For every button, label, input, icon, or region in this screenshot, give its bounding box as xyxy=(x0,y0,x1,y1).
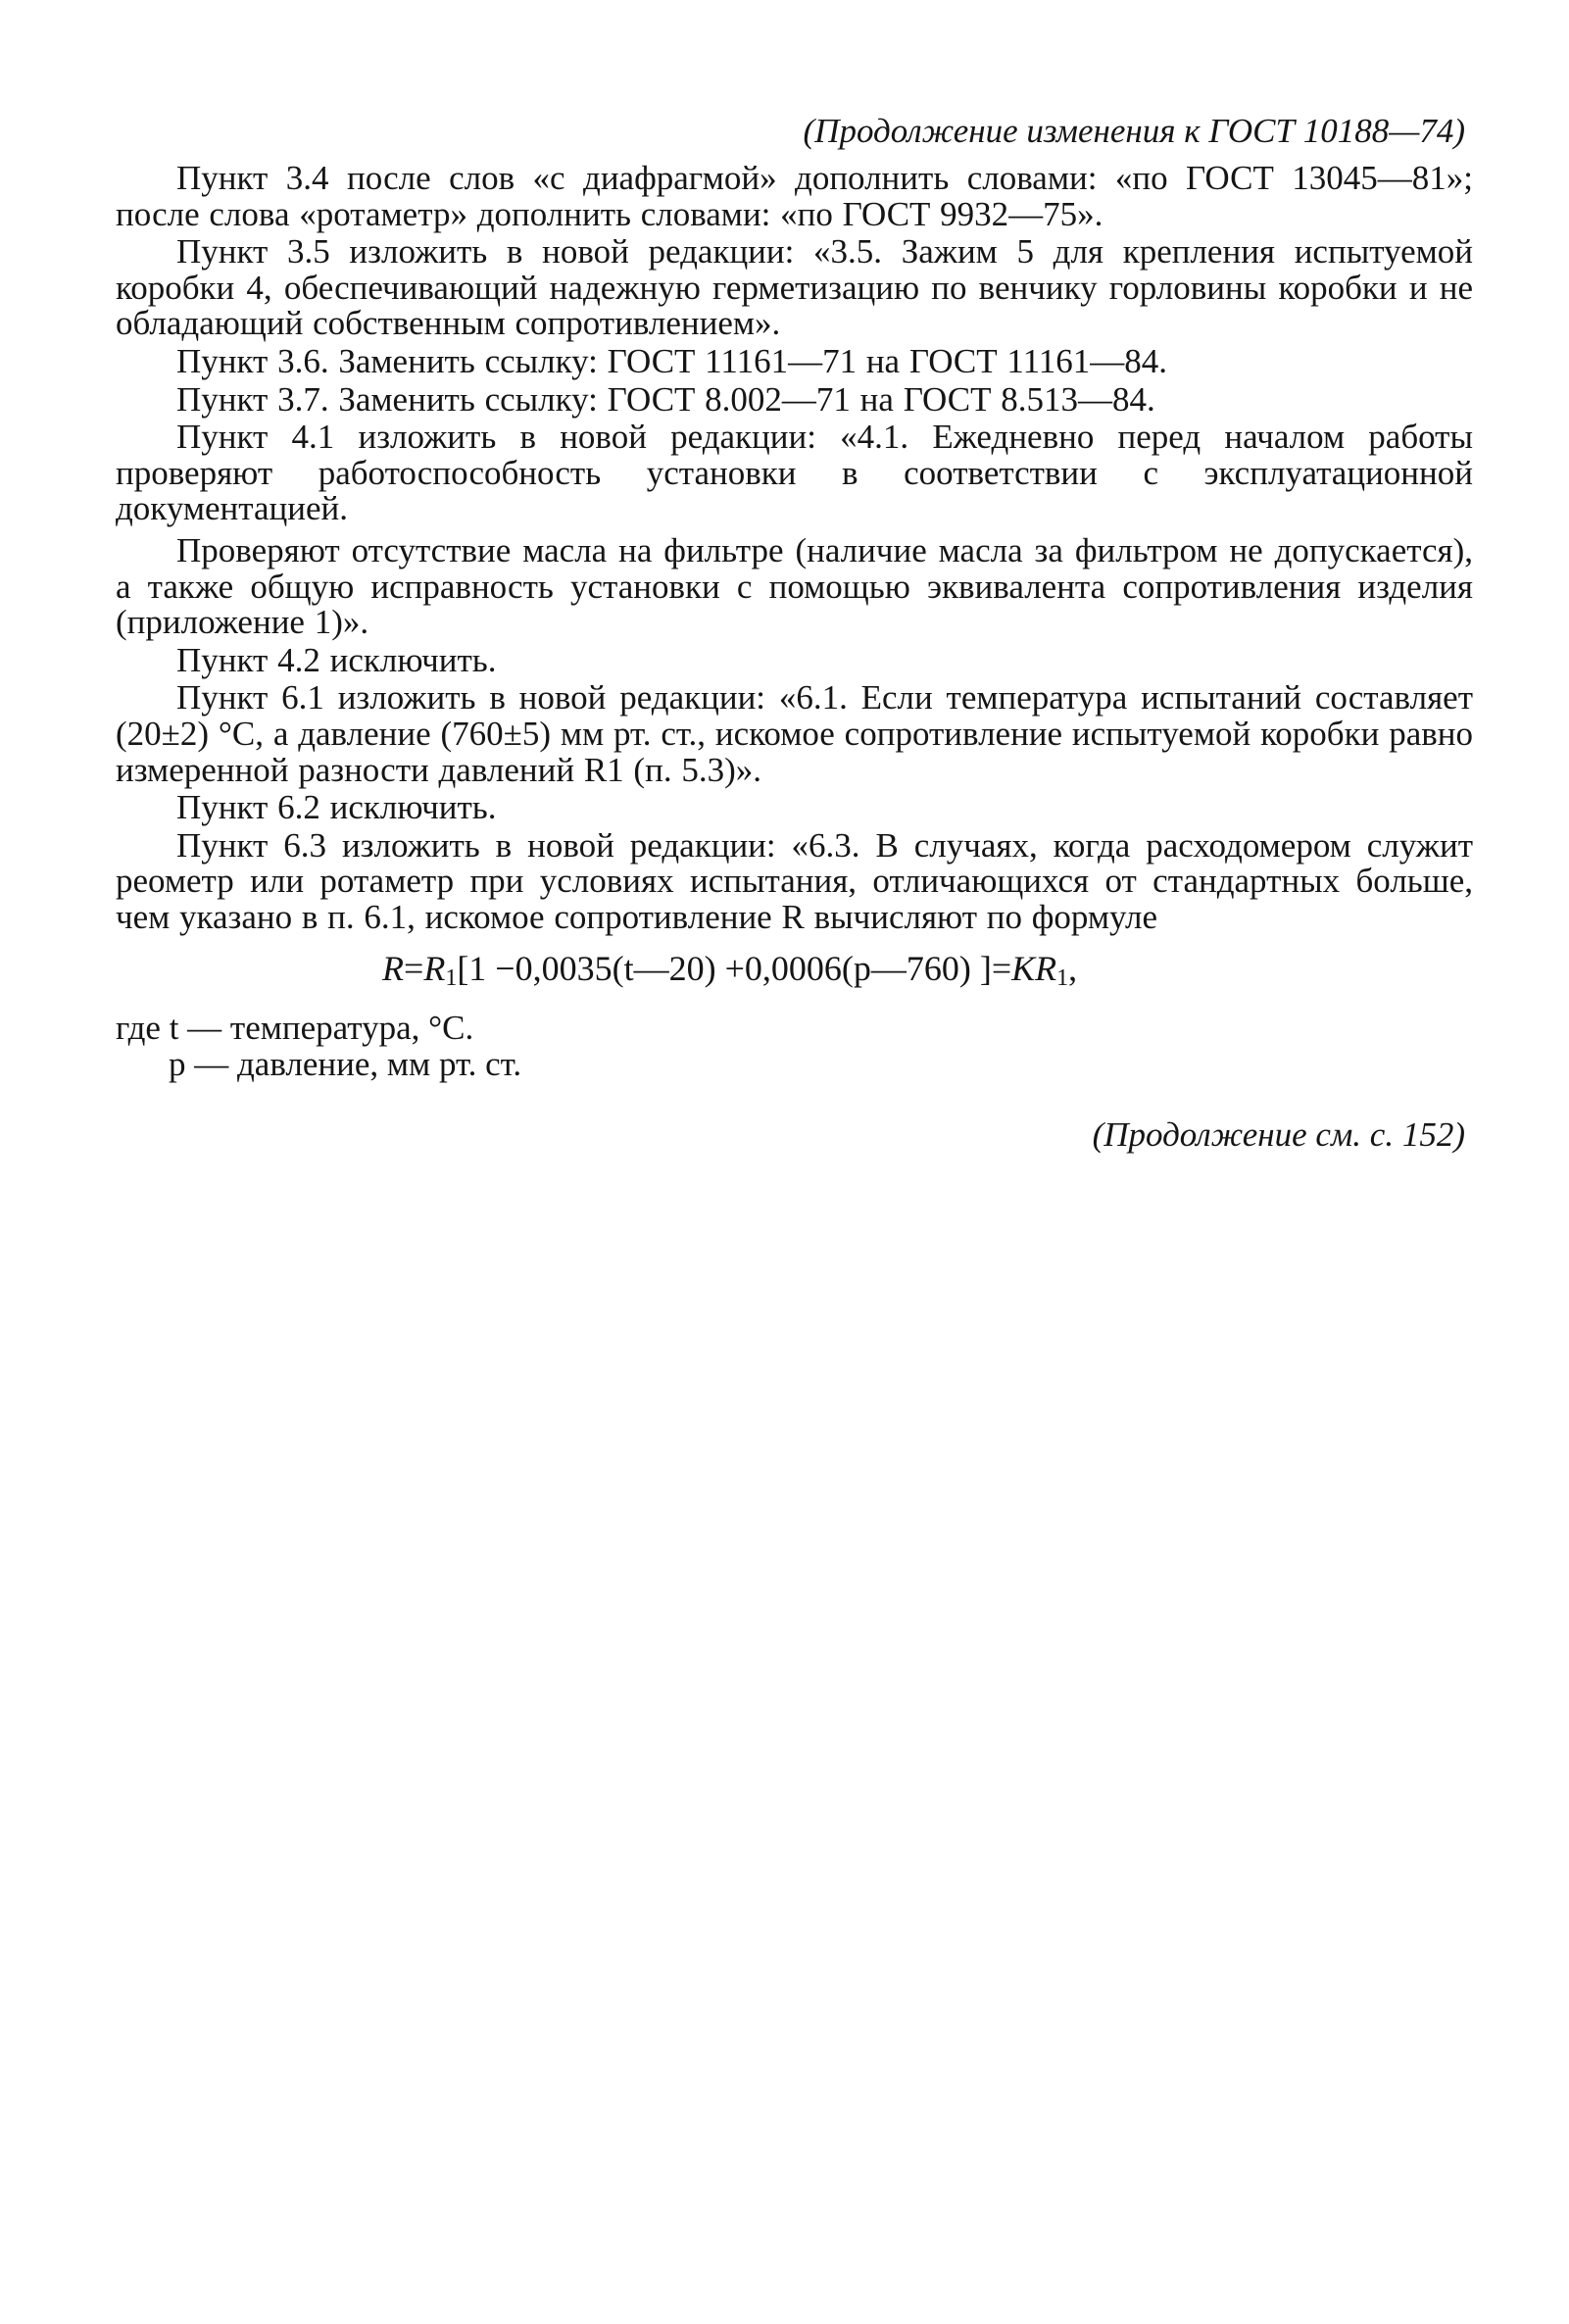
paragraph-3-7: Пункт 3.7. Заменить ссылку: ГОСТ 8.002—71 на ГОСТ 8.513—84. xyxy=(176,379,1155,419)
paragraph-4-1-continued: Проверяют отсутствие масла на фильтре (наличие масла за фильтром не допускается), а также общую исправность установки с помощью эквивалента сопротивления изделия (приложение 1)». xyxy=(116,530,1473,642)
paragraph-3-5: Пункт 3.5 изложить в новой редакции: «3.5. Зажим 5 для крепления испытуемой коробки 4, обеспечивающий надежную герметизацию по венчику горловины коробки и не обладающий собственным сопротивлением». xyxy=(116,232,1473,343)
formula-kr-subscript: 1 xyxy=(1056,965,1069,992)
paragraph-3-6: Пункт 3.6. Заменить ссылку: ГОСТ 11161—71 на ГОСТ 11161—84. xyxy=(176,341,1168,380)
formula-lhs: R xyxy=(382,949,404,989)
paragraph-4-2: Пункт 4.2 исключить. xyxy=(176,640,497,679)
where-t-definition: где t — температура, °С. xyxy=(116,1009,474,1048)
resistance-formula: $R=R_1[1$ −0,0035(t—20) +0,0006(p—760) ]$=KR_1$, xyxy=(382,949,1078,992)
paragraph-6-1: Пункт 6.1 изложить в новой редакции: «6.1. Если температура испытаний составляет (20±2) °С, а давление (760±5) мм рт. ст., искомое сопротивление испытуемой коробки равно измеренной разности давлений R1 (п. 5.3)». xyxy=(116,678,1473,789)
page-header: (Продолжение изменения к ГОСТ 10188—74) xyxy=(803,112,1465,150)
document-page xyxy=(116,110,1473,1157)
paragraph-3-4: Пункт 3.4 после слов «с диафрагмой» дополнить словами: «по ГОСТ 13045—81»; после слова «ротаметр» дополнить словами: «по ГОСТ 9932—75». xyxy=(116,159,1473,233)
paragraph-6-3: Пункт 6.3 изложить в новой редакции: «6.3. В случаях, когда расходомером служит реометр или ротаметр при условиях испытания, отличающихся от стандартных больше, чем указано в п. 6.1, искомое сопротивление R вычисляют по формуле xyxy=(116,825,1473,936)
where-p-definition: p — давление, мм рт. ст. xyxy=(169,1045,522,1084)
formula-r1: R xyxy=(423,949,446,989)
formula-kr: KR xyxy=(1011,949,1057,989)
paragraph-4-1: Пункт 4.1 изложить в новой редакции: «4.1. Ежедневно перед началом работы проверяют работоспособность установки в соответствии с эксплуатационной документацией. xyxy=(116,418,1473,528)
formula-body: [1 −0,0035(t—20) +0,0006(p—760) ]= xyxy=(457,949,1012,989)
formula-r1-subscript: 1 xyxy=(445,965,458,992)
page-footer: (Продолжение см. с. 152) xyxy=(1092,1115,1465,1155)
paragraph-6-2: Пункт 6.2 исключить. xyxy=(176,788,497,827)
formula-tail: , xyxy=(1068,949,1078,989)
